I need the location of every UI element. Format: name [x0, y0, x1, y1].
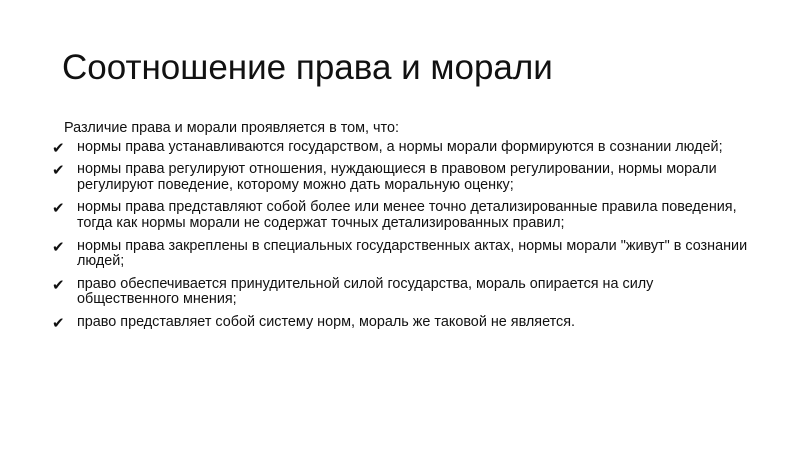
- list-item: [52, 277, 752, 308]
- list-item-text: нормы права устанавливаются государством, а нормы морали формируются в сознании людей;: [77, 138, 723, 155]
- bullet-list: [52, 140, 752, 331]
- check-mark-icon: ✔: [52, 161, 65, 180]
- list-item: [52, 239, 752, 270]
- slide-title: Соотношение права и морали: [62, 48, 553, 87]
- slide-body: [52, 121, 752, 338]
- list-item-text: право обеспечивается принудительной силой государства, мораль опирается на силу общественного мнения;: [77, 275, 654, 308]
- check-mark-icon: ✔: [52, 275, 65, 294]
- check-mark-icon: ✔: [52, 237, 65, 256]
- list-item: [52, 200, 752, 231]
- list-item-text: нормы права регулируют отношения, нуждающиеся в правовом регулировании, нормы морали регулируют поведение, которому можно дать моральную оценку;: [77, 161, 717, 193]
- list-item: [52, 140, 752, 156]
- check-mark-icon: ✔: [52, 138, 65, 157]
- list-item-text: право представляет собой систему норм, мораль же таковой не является.: [77, 313, 576, 330]
- list-item: [52, 315, 752, 331]
- intro-text: Различие права и морали проявляется в том, что:: [64, 120, 399, 136]
- list-item-text: нормы права закреплены в специальных государственных актах, нормы морали "живут" в сознании людей;: [77, 237, 748, 270]
- list-item: [52, 162, 752, 193]
- check-mark-icon: ✔: [52, 313, 65, 332]
- check-mark-icon: ✔: [52, 199, 65, 218]
- list-item-text: нормы права представляют собой более или менее точно детализированные правила поведения, тогда как нормы морали не содержат точных детализированных правил;: [77, 199, 737, 231]
